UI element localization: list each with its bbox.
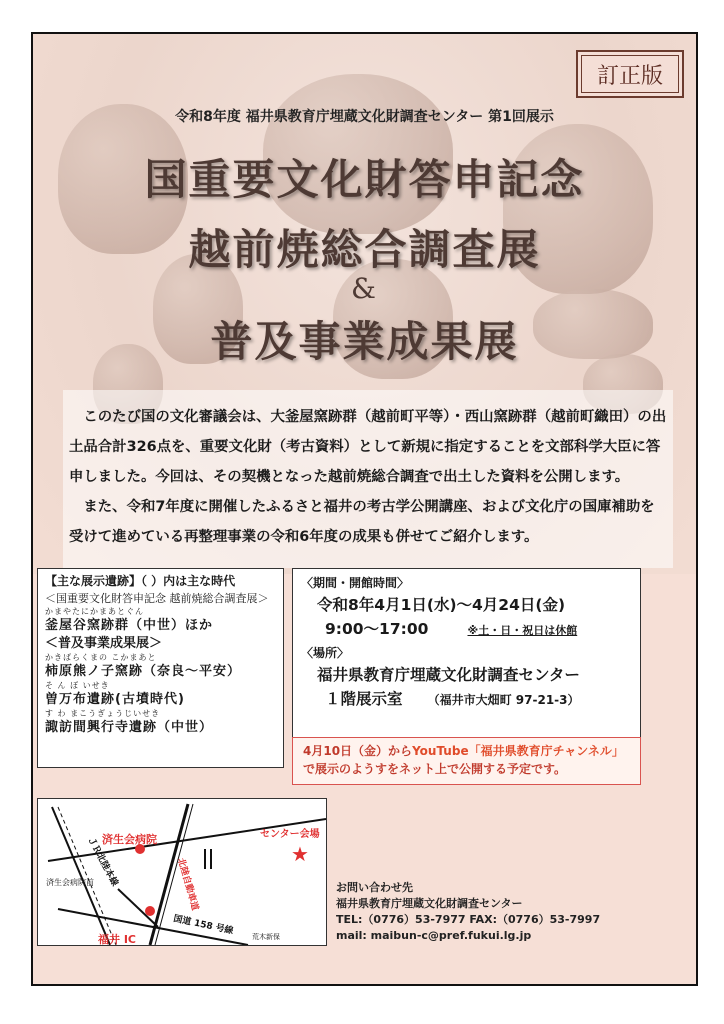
map-drawing: [38, 799, 326, 945]
contact-block: [336, 880, 656, 944]
map-station-label: 荒木新保: [252, 933, 280, 941]
venue-star-icon: ★: [291, 842, 309, 866]
youtube-pre: 4月10日（金）から: [303, 744, 413, 758]
contact-org: 福井県教育庁埋蔵文化財調査センター: [336, 897, 523, 910]
youtube-channel-link[interactable]: YouTube「福井県教育庁チャンネル」: [412, 744, 624, 758]
map-hospital-small-label: 済生会病院前: [46, 878, 94, 887]
ic-marker: [145, 906, 155, 916]
road-marker-1: [204, 849, 206, 869]
room-row: [301, 687, 632, 711]
intro-paragraph-2: また、令和7年度に開催したふるさと福井の考古学公開講座、および文化庁の国庫補助を受けて進めている再整理事業の令和6年度の成果も併せてご紹介します。: [69, 499, 655, 545]
period-dates: 令和8年4月1日(水)～4月24日(金): [317, 596, 566, 614]
map-venue-label: センター会場: [260, 829, 320, 840]
intro-paragraph-1: このたび国の文化審議会は、大釜屋窯跡群（越前町平等）・西山窯跡群（越前町織田）の出土品合計326点を、重要文化財（考古資料）として新規に指定することを文部科学大臣に答申しました。今回は、その契機となった越前焼総合調査で出土した資料を公開します。: [69, 409, 667, 485]
map-hospital-label: 済生会病院: [102, 833, 157, 846]
title-line-3: 普及事業成果展: [210, 317, 519, 366]
map-route-label: 国道 158 号線: [172, 914, 235, 937]
map-expressway-label: 北陸自動車道: [175, 857, 200, 912]
sites-category-1: ＜国重要文化財答申記念 越前焼総合調査展＞: [45, 592, 269, 605]
ruby-3: そ ん ぼ いせき: [45, 681, 110, 690]
badge-label: 訂正版: [596, 63, 663, 89]
sites-category-2: ＜普及事業成果展＞: [45, 636, 163, 651]
road-marker-2: [210, 849, 212, 869]
ruby-4: す わ まこうぎょうじいせき: [45, 709, 161, 718]
address: （福井市大畑町 97-21-3）: [427, 693, 580, 707]
room: １階展示室: [325, 690, 403, 708]
sites-header: 【主な展示遺跡】（ ）内は主な時代: [45, 574, 236, 588]
sites-box: [37, 568, 284, 768]
hours-row: [301, 617, 632, 643]
ruby-2: かきばらくまの こかまあと: [45, 653, 157, 662]
closed-note: ※土・日・祝日は休館: [467, 624, 578, 637]
revised-edition-badge: [576, 50, 684, 98]
hours: 9:00～17:00: [325, 620, 429, 638]
access-map: [37, 798, 327, 946]
rail-line: [52, 807, 110, 945]
ruby-1: かまやたにかまあとぐん: [45, 607, 144, 616]
period-label: 〈期間・開館時間〉: [301, 576, 410, 590]
exhibition-subtitle: 令和8年度 福井県教育庁埋蔵文化財調査センター 第1回展示: [175, 109, 554, 125]
title-ampersand: &: [351, 272, 378, 305]
map-rail-label: ＪＲ北陸本線: [85, 835, 120, 889]
site-4: 諏訪間興行寺遺跡（中世）: [45, 720, 214, 735]
intro-text-box: [63, 390, 673, 568]
place-label: 〈場所〉: [301, 646, 350, 660]
contact-mail[interactable]: mail: maibun-c@pref.fukui.lg.jp: [336, 929, 532, 942]
contact-title: お問い合わせ先: [336, 881, 413, 894]
contact-tel: TEL:（0776）53-7977 FAX:（0776）53-7997: [336, 913, 601, 926]
site-3: 曽万布遺跡(古墳時代): [45, 692, 185, 707]
map-ic-label: 福井 IC: [98, 933, 136, 945]
site-2: 柿原熊ノ子窯跡（奈良～平安）: [45, 664, 242, 679]
info-box: [292, 568, 641, 747]
title-line-2: 越前焼総合調査展: [188, 225, 541, 274]
youtube-notice: [292, 737, 641, 785]
youtube-post: で展示のようすをネット上で公開する予定です。: [303, 762, 567, 776]
place-name: 福井県教育庁埋蔵文化財調査センター: [317, 666, 580, 684]
title-line-1: 国重要文化財答申記念: [144, 155, 585, 204]
site-1: 釜屋谷窯跡群（中世）ほか: [45, 618, 214, 633]
